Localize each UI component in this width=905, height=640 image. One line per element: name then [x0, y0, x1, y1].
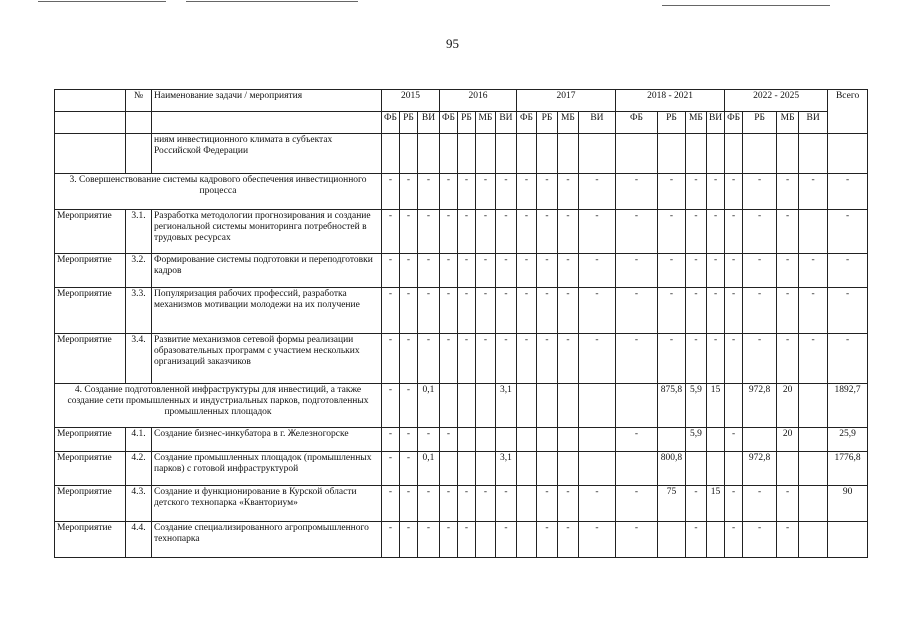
header-num: № [126, 90, 152, 112]
value-cell: - [439, 288, 457, 334]
row-name: Популяризация рабочих профессий, разработка механизмов мотивации молодежи на их получение [152, 288, 382, 334]
value-cell: - [578, 210, 615, 254]
value-cell: - [417, 522, 439, 558]
row-num: 3.4. [126, 334, 152, 384]
value-cell: - [777, 254, 799, 288]
value-cell: - [417, 254, 439, 288]
value-cell [516, 428, 536, 452]
value-cell [417, 134, 439, 174]
value-cell [578, 384, 615, 428]
row-num: 4.1. [126, 428, 152, 452]
value-cell: - [382, 288, 400, 334]
value-cell [399, 134, 417, 174]
total-cell [828, 522, 868, 558]
value-cell: - [743, 486, 777, 522]
value-cell [516, 486, 536, 522]
total-cell: - [828, 174, 868, 210]
row-name: Создание бизнес-инкубатора в г. Железногорске [152, 428, 382, 452]
value-cell [743, 428, 777, 452]
row-kind: Мероприятие [55, 428, 126, 452]
value-cell [657, 522, 685, 558]
value-cell: - [557, 522, 578, 558]
value-cell [475, 522, 495, 558]
value-cell: 800,8 [657, 452, 685, 486]
value-cell: - [475, 210, 495, 254]
value-cell [495, 428, 516, 452]
value-cell [799, 522, 828, 558]
value-cell [685, 134, 706, 174]
total-cell: 25,9 [828, 428, 868, 452]
value-cell: - [615, 254, 657, 288]
value-cell: - [557, 210, 578, 254]
row-num: 3.1. [126, 210, 152, 254]
value-cell [578, 134, 615, 174]
value-cell: - [439, 428, 457, 452]
value-cell: - [657, 288, 685, 334]
value-cell: - [777, 522, 799, 558]
value-cell: - [743, 254, 777, 288]
table-row [55, 210, 868, 254]
value-cell [615, 384, 657, 428]
value-cell: - [382, 254, 400, 288]
row-name: Создание промышленных площадок (промышленных парков) с готовой инфраструктурой [152, 452, 382, 486]
value-cell: - [382, 452, 400, 486]
header-kind [55, 90, 126, 112]
value-cell [799, 428, 828, 452]
value-cell [457, 452, 475, 486]
value-cell: - [706, 288, 724, 334]
value-cell: - [557, 486, 578, 522]
row-kind: Мероприятие [55, 334, 126, 384]
header-source-2: ВИ [417, 112, 439, 134]
value-cell: - [725, 428, 743, 452]
value-cell [475, 384, 495, 428]
value-cell: - [439, 254, 457, 288]
value-cell: - [725, 210, 743, 254]
value-cell: - [439, 210, 457, 254]
value-cell: - [685, 254, 706, 288]
table-row [55, 254, 868, 288]
value-cell: 875,8 [657, 384, 685, 428]
header-source-16: РБ [743, 112, 777, 134]
value-cell: - [685, 174, 706, 210]
value-cell [706, 134, 724, 174]
value-cell: - [706, 254, 724, 288]
value-cell [516, 452, 536, 486]
value-cell: - [557, 174, 578, 210]
value-cell: 0,1 [417, 384, 439, 428]
value-cell: - [495, 522, 516, 558]
value-cell: - [417, 486, 439, 522]
value-cell [557, 134, 578, 174]
header-row-years [55, 90, 868, 112]
value-cell: - [417, 288, 439, 334]
value-cell: - [495, 486, 516, 522]
value-cell: - [799, 254, 828, 288]
value-cell: - [382, 210, 400, 254]
header-year-2018-2021: 2018 - 2021 [615, 90, 724, 112]
header-source-12: РБ [657, 112, 685, 134]
row-num: 4.2. [126, 452, 152, 486]
value-cell: 972,8 [743, 384, 777, 428]
row-name: Развитие механизмов сетевой формы реализации образовательных программ с участием нескольких организаций заказчиков [152, 334, 382, 384]
value-cell: - [578, 288, 615, 334]
header-year-2016: 2016 [439, 90, 516, 112]
header-name: Наименование задачи / мероприятия [152, 90, 382, 112]
value-cell: - [799, 174, 828, 210]
header-source-4: РБ [457, 112, 475, 134]
value-cell: - [516, 210, 536, 254]
value-cell: - [399, 174, 417, 210]
value-cell: - [399, 522, 417, 558]
value-cell: - [457, 334, 475, 384]
value-cell: - [615, 522, 657, 558]
value-cell: - [475, 254, 495, 288]
value-cell: - [657, 254, 685, 288]
value-cell: 0,1 [417, 452, 439, 486]
value-cell: - [382, 428, 400, 452]
value-cell [439, 452, 457, 486]
header-source-6: ВИ [495, 112, 516, 134]
header-source-0: ФБ [382, 112, 400, 134]
row-kind: Мероприятие [55, 288, 126, 334]
value-cell: - [516, 174, 536, 210]
value-cell: - [578, 522, 615, 558]
value-cell: - [457, 522, 475, 558]
value-cell: - [706, 174, 724, 210]
value-cell [439, 384, 457, 428]
value-cell: - [439, 522, 457, 558]
value-cell: - [439, 486, 457, 522]
header-source-3: ФБ [439, 112, 457, 134]
value-cell: - [743, 334, 777, 384]
header-source-8: РБ [536, 112, 557, 134]
value-cell [615, 134, 657, 174]
value-cell: - [743, 288, 777, 334]
total-cell: - [828, 334, 868, 384]
value-cell [536, 452, 557, 486]
value-cell [536, 384, 557, 428]
value-cell: - [536, 174, 557, 210]
value-cell [516, 522, 536, 558]
value-cell: - [685, 210, 706, 254]
header-source-14: ВИ [706, 112, 724, 134]
value-cell [536, 428, 557, 452]
value-cell: - [536, 288, 557, 334]
total-cell: - [828, 210, 868, 254]
value-cell: - [657, 174, 685, 210]
page-number: 95 [446, 36, 459, 51]
value-cell [557, 428, 578, 452]
value-cell: - [399, 254, 417, 288]
value-cell: - [777, 288, 799, 334]
row-num [126, 134, 152, 174]
value-cell [516, 134, 536, 174]
table-row [55, 486, 868, 522]
row-kind: Мероприятие [55, 210, 126, 254]
value-cell: - [615, 174, 657, 210]
value-cell: - [799, 288, 828, 334]
value-cell [725, 452, 743, 486]
value-cell [657, 134, 685, 174]
section-row [55, 174, 868, 210]
header-source-17: МБ [777, 112, 799, 134]
value-cell: - [557, 254, 578, 288]
value-cell: - [685, 522, 706, 558]
total-cell: - [828, 288, 868, 334]
value-cell: - [475, 174, 495, 210]
scan-line-top-right [662, 5, 830, 6]
header-source-7: ФБ [516, 112, 536, 134]
value-cell: - [382, 384, 400, 428]
value-cell: - [578, 334, 615, 384]
value-cell: - [399, 384, 417, 428]
value-cell: - [685, 288, 706, 334]
value-cell: - [516, 288, 536, 334]
value-cell: - [725, 254, 743, 288]
total-cell: 1892,7 [828, 384, 868, 428]
value-cell: - [399, 210, 417, 254]
value-cell: - [777, 210, 799, 254]
value-cell: - [536, 522, 557, 558]
total-cell: 90 [828, 486, 868, 522]
value-cell [457, 428, 475, 452]
value-cell: - [725, 486, 743, 522]
value-cell: 15 [706, 384, 724, 428]
scan-line-top-left [38, 1, 166, 2]
value-cell [495, 134, 516, 174]
value-cell: - [578, 486, 615, 522]
value-cell [777, 452, 799, 486]
value-cell: - [382, 174, 400, 210]
value-cell [457, 384, 475, 428]
row-name: Создание специализированного агропромышленного технопарка [152, 522, 382, 558]
value-cell: - [725, 174, 743, 210]
value-cell: - [495, 254, 516, 288]
header-year-2015: 2015 [382, 90, 440, 112]
header-row-sources [55, 112, 868, 134]
value-cell: - [399, 428, 417, 452]
value-cell: - [743, 174, 777, 210]
row-name: Создание и функционирование в Курской области детского технопарка «Кванториум» [152, 486, 382, 522]
value-cell [475, 134, 495, 174]
value-cell: - [382, 486, 400, 522]
value-cell: - [417, 210, 439, 254]
value-cell [475, 452, 495, 486]
value-cell: - [615, 210, 657, 254]
value-cell: - [495, 334, 516, 384]
table-row [55, 288, 868, 334]
row-kind: Мероприятие [55, 254, 126, 288]
value-cell: - [578, 254, 615, 288]
value-cell [725, 384, 743, 428]
header-source-13: МБ [685, 112, 706, 134]
value-cell: - [457, 174, 475, 210]
table-row [55, 334, 868, 384]
value-cell: - [399, 334, 417, 384]
table-row [55, 428, 868, 452]
value-cell: - [615, 428, 657, 452]
total-cell: - [828, 254, 868, 288]
value-cell: - [578, 174, 615, 210]
value-cell [382, 134, 400, 174]
header-source-5: МБ [475, 112, 495, 134]
value-cell: - [457, 486, 475, 522]
value-cell: - [685, 486, 706, 522]
value-cell [578, 452, 615, 486]
value-cell [799, 384, 828, 428]
row-num: 3.3. [126, 288, 152, 334]
value-cell [706, 428, 724, 452]
value-cell: - [536, 486, 557, 522]
value-cell: - [706, 210, 724, 254]
row-num: 4.3. [126, 486, 152, 522]
header-source-15: ФБ [725, 112, 743, 134]
value-cell: 20 [777, 384, 799, 428]
value-cell [799, 452, 828, 486]
continuation-row [55, 134, 868, 174]
table-row [55, 522, 868, 558]
value-cell: - [475, 486, 495, 522]
value-cell: - [475, 288, 495, 334]
table-row [55, 452, 868, 486]
value-cell [706, 452, 724, 486]
value-cell: - [382, 522, 400, 558]
value-cell: - [457, 254, 475, 288]
row-kind: Мероприятие [55, 486, 126, 522]
value-cell: - [777, 486, 799, 522]
value-cell: - [495, 174, 516, 210]
value-cell [536, 134, 557, 174]
value-cell: - [399, 452, 417, 486]
value-cell: - [457, 210, 475, 254]
value-cell: - [475, 334, 495, 384]
header-source-1: РБ [399, 112, 417, 134]
value-cell [657, 428, 685, 452]
value-cell [578, 428, 615, 452]
funding-table [54, 89, 868, 558]
value-cell: - [417, 174, 439, 210]
value-cell: - [615, 334, 657, 384]
section-title: 4. Создание подготовленной инфраструктуры для инвестиций, а также создание сети промышленных и индустриальных парков, подготовленных промышленных площадок [55, 384, 382, 428]
value-cell: - [536, 254, 557, 288]
row-num: 3.2. [126, 254, 152, 288]
value-cell: - [615, 486, 657, 522]
value-cell: - [777, 334, 799, 384]
value-cell: - [725, 334, 743, 384]
value-cell: - [536, 210, 557, 254]
value-cell [685, 452, 706, 486]
value-cell: - [557, 288, 578, 334]
value-cell: - [399, 486, 417, 522]
value-cell [799, 210, 828, 254]
value-cell: - [516, 334, 536, 384]
value-cell: - [725, 288, 743, 334]
value-cell: - [725, 522, 743, 558]
value-cell: - [516, 254, 536, 288]
value-cell: 20 [777, 428, 799, 452]
value-cell: - [457, 288, 475, 334]
value-cell [777, 134, 799, 174]
header-source-10: ВИ [578, 112, 615, 134]
value-cell: - [417, 334, 439, 384]
row-name: Формирование системы подготовки и переподготовки кадров [152, 254, 382, 288]
value-cell [516, 384, 536, 428]
value-cell: - [439, 334, 457, 384]
value-cell: - [382, 334, 400, 384]
value-cell: - [417, 428, 439, 452]
value-cell [557, 384, 578, 428]
header-source-18: ВИ [799, 112, 828, 134]
value-cell [457, 134, 475, 174]
scan-line-top-mid [186, 1, 358, 2]
value-cell [475, 428, 495, 452]
total-cell [828, 134, 868, 174]
value-cell: 3,1 [495, 384, 516, 428]
value-cell: - [536, 334, 557, 384]
value-cell: 5,9 [685, 428, 706, 452]
value-cell: - [657, 334, 685, 384]
value-cell: - [743, 210, 777, 254]
row-kind [55, 134, 126, 174]
value-cell: - [706, 334, 724, 384]
value-cell: - [495, 288, 516, 334]
header-source-11: ФБ [615, 112, 657, 134]
value-cell: 5,9 [685, 384, 706, 428]
value-cell: 15 [706, 486, 724, 522]
value-cell: - [657, 210, 685, 254]
value-cell: 972,8 [743, 452, 777, 486]
row-name: ниям инвестиционного климата в субъектах Российской Федерации [152, 134, 382, 174]
row-name: Разработка методологии прогнозирования и создание региональной системы мониторинга потребностей в трудовых ресурсах [152, 210, 382, 254]
value-cell [706, 522, 724, 558]
value-cell [439, 134, 457, 174]
value-cell: 75 [657, 486, 685, 522]
header-year-2017: 2017 [516, 90, 615, 112]
row-kind: Мероприятие [55, 522, 126, 558]
row-kind: Мероприятие [55, 452, 126, 486]
header-total: Всего [828, 90, 868, 134]
value-cell: - [615, 288, 657, 334]
header-year-2022-2025: 2022 - 2025 [725, 90, 828, 112]
row-num: 4.4. [126, 522, 152, 558]
value-cell: - [495, 210, 516, 254]
value-cell [557, 452, 578, 486]
value-cell [615, 452, 657, 486]
value-cell: - [685, 334, 706, 384]
value-cell: - [743, 522, 777, 558]
total-cell: 1776,8 [828, 452, 868, 486]
value-cell: - [557, 334, 578, 384]
value-cell [725, 134, 743, 174]
value-cell [799, 486, 828, 522]
value-cell: - [439, 174, 457, 210]
section-title: 3. Совершенствование системы кадрового обеспечения инвестиционного процесса [55, 174, 382, 210]
value-cell: - [399, 288, 417, 334]
value-cell [743, 134, 777, 174]
value-cell: - [799, 334, 828, 384]
value-cell [799, 134, 828, 174]
section-row [55, 384, 868, 428]
value-cell: - [777, 174, 799, 210]
header-source-9: МБ [557, 112, 578, 134]
value-cell: 3,1 [495, 452, 516, 486]
